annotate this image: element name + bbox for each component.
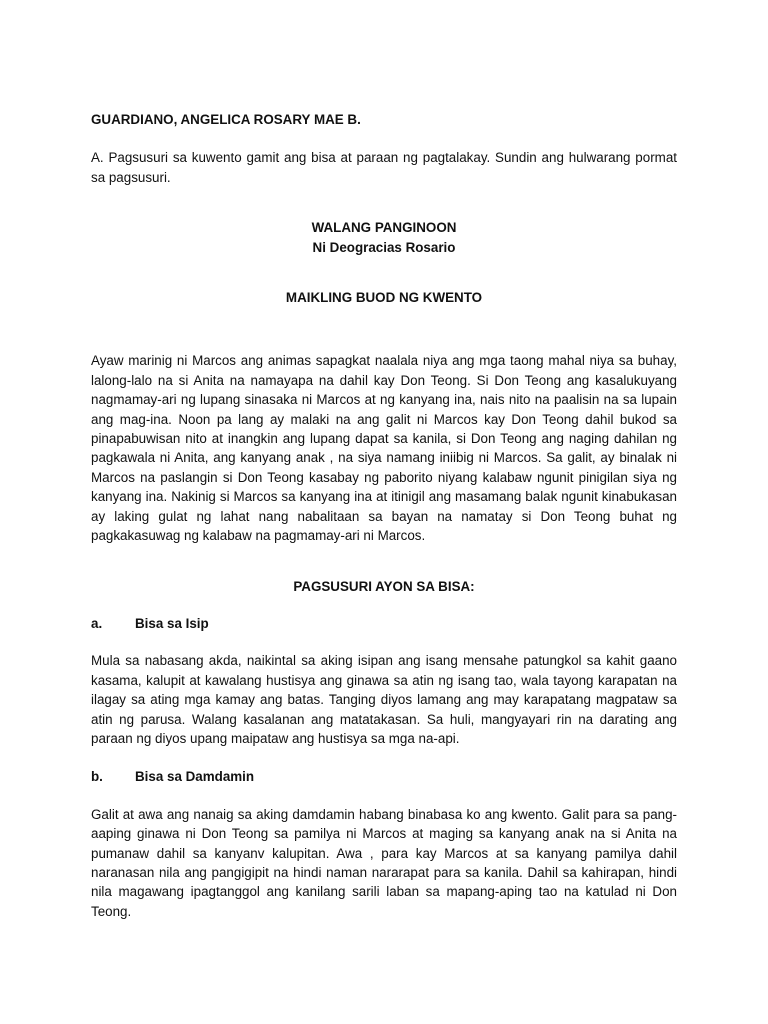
section-text-isip: Mula sa nabasang akda, naikintal sa aking isipan ang isang mensahe patungkol sa kahit gaano kasama, kalupit at kawalang hustisya ang ginawa sa atin ng isang tao, wala tayong karapatan na ilagay sa ating mga kamay ang batas. Tanging diyos lamang ang may karapatang magpataw sa atin ng parusa. Walang kasalanan ang matatakasan. Sa huli, mangyayari rin na darating ang paraan ng diyos upang maipataw ang hustisya sa mga na-api. [91, 653, 677, 746]
section-title: Bisa sa Damdamin [135, 769, 255, 785]
author-name: GUARDIANO, ANGELICA ROSARY MAE B. [91, 112, 361, 127]
summary-heading: MAIKLING BUOD NG KWENTO [285, 290, 483, 306]
section-letter: b. [91, 769, 103, 785]
summary-text: Ayaw marinig ni Marcos ang animas sapagkat naalala niya ang mga taong mahal niya sa buhay, lalong-lalo na si Anita na namayapa na dahil kay Don Teong. Si Don Teong ang kasalukuyang nagmamay-ari ng lupang sinasaka ni Marcos at ng kanyang ina, nais nito na paalisin na sa lupain ang mag-ina. Noon pa lang ay malaki na ang galit ni Marcos kay Don Teong dahil bukod sa pinapabuwisan nito at inangkin ang lupang dapat sa kanila, si Don Teong ang naging dahilan ng pagkawala ni Anita, ang kanyang anak , na siya namang iniibig ni Marcos. Sa galit, ay binalak ni Marcos na paslangin si Don Teong kasabay ng paborito niyang kalabaw ngunit pinigilan siya ng kanyang ina. Nakinig si Marcos sa kanyang ina at itinigil ang masamang balak ngunit kinabukasan ay laking gulat ng lahat nang nabalitaan sa bayan na namatay si Don Teong buhat ng pagkakasuwag ng kalabaw na pagmamay-ari ni Marcos. [91, 353, 677, 544]
section-text-damdamin: Galit at awa ang nanaig sa aking damdamin habang binabasa ko ang kwento. Galit para sa pang-aaping ginawa ni Don Teong sa pamilya ni Marcos at maging sa kanyang anak na si Anita na pumanaw dahil sa kanyanv kalupitan. Awa , para kay Marcos at sa kanyang pamilya dahil naranasan nila ang pangigipit na hindi naman nararapat para sa kanila. Dahil sa kahirapan, hindi nila magawang ipagtanggol ang kanilang sarili laban sa mapang-aping tao na katulad ni Don Teong. [91, 806, 677, 919]
story-title: WALANG PANGINOON [311, 220, 457, 236]
section-heading-isip [91, 614, 677, 633]
section-letter: a. [91, 615, 103, 631]
section-heading-damdamin [91, 767, 677, 786]
analysis-heading: PAGSUSURI AYON SA BISA: [293, 578, 475, 594]
document-page [91, 110, 677, 921]
story-byline: Ni Deogracias Rosario [312, 239, 456, 255]
section-title: Bisa sa Isip [135, 615, 209, 631]
instruction-text: A. Pagsusuri sa kuwento gamit ang bisa at paraan ng pagtalakay. Sundin ang hulwarang pormat sa pagsusuri. [91, 150, 677, 185]
